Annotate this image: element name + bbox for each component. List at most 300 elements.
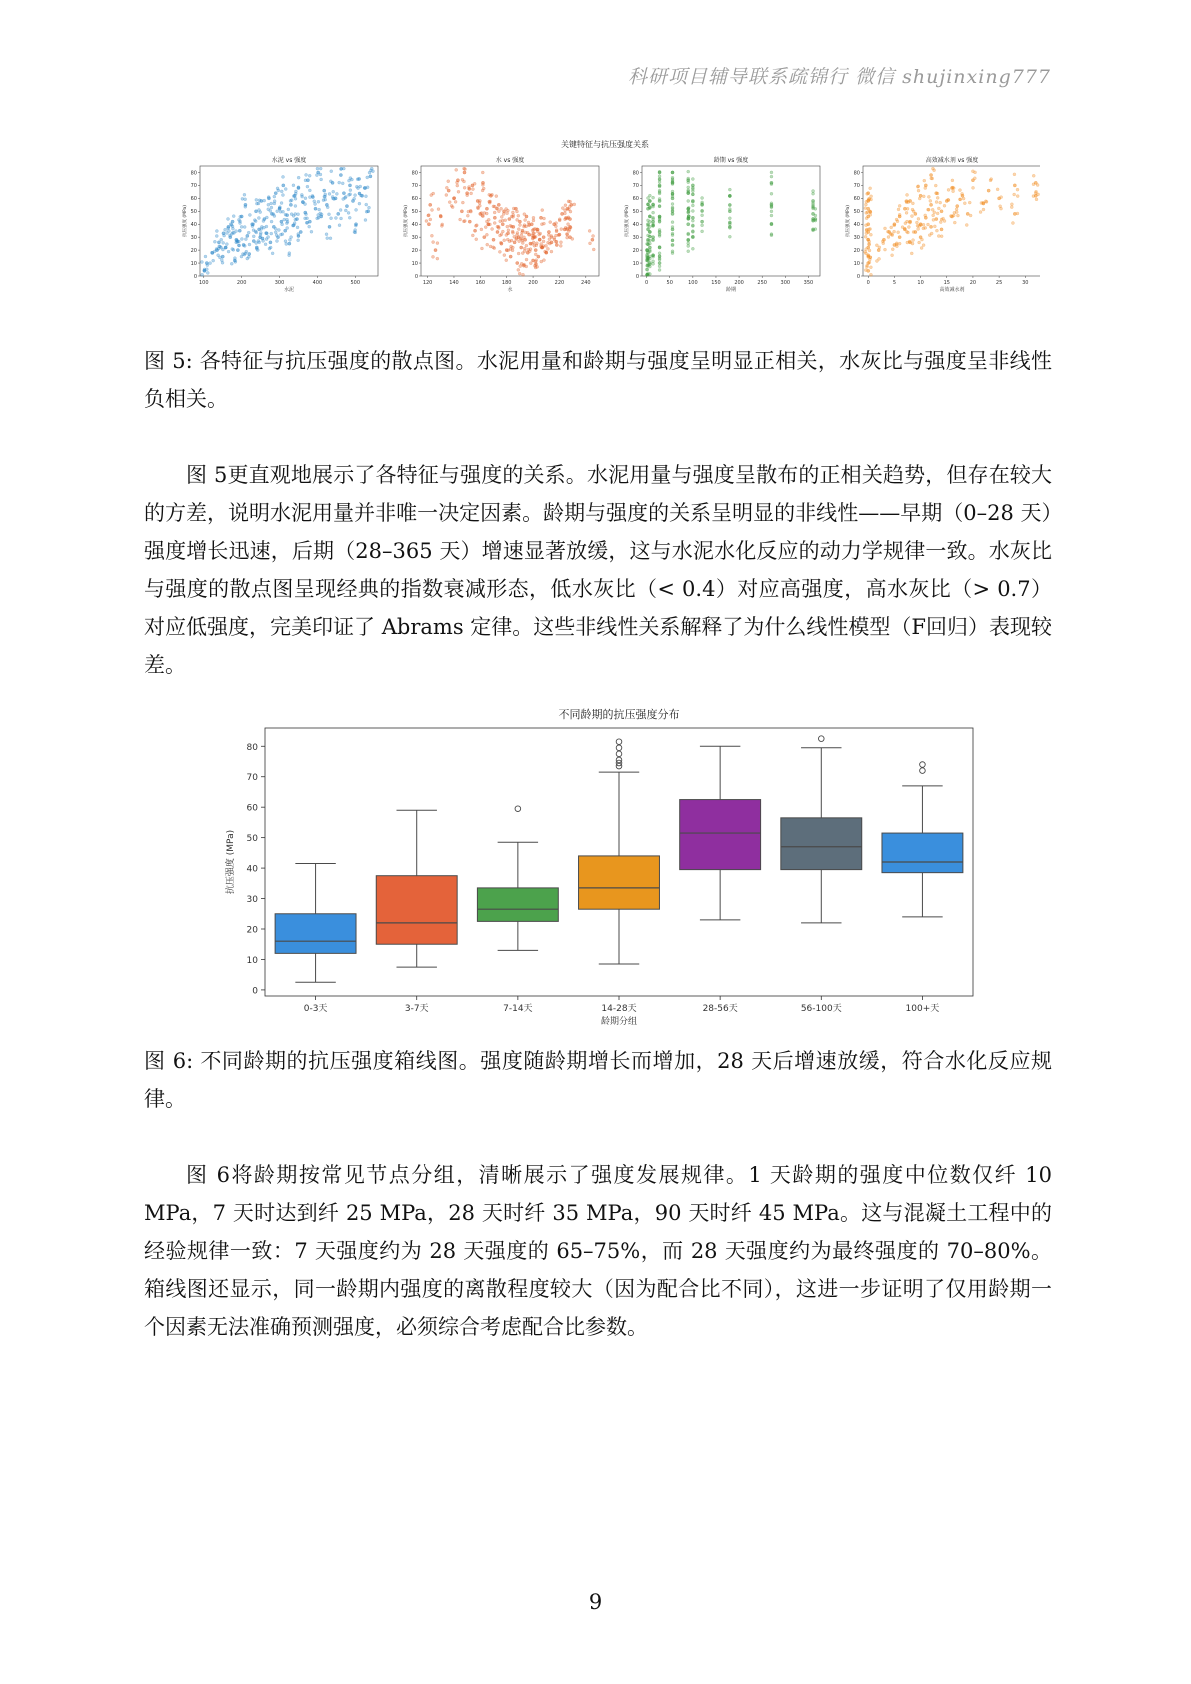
scatter-point — [658, 185, 661, 188]
scatter-point — [271, 252, 274, 255]
y-tick-label: 60 — [190, 196, 197, 203]
scatter-point — [1010, 206, 1013, 209]
box-body — [781, 818, 862, 870]
scatter-point — [869, 256, 872, 259]
scatter-point — [917, 227, 920, 230]
scatter-point — [728, 195, 731, 198]
scatter-point — [956, 205, 959, 208]
scatter-point — [588, 242, 591, 245]
scatter-point — [893, 230, 896, 233]
scatter-point — [512, 207, 515, 210]
scatter-point — [295, 217, 298, 220]
scatter-point — [687, 242, 690, 245]
scatter-point — [481, 214, 484, 217]
scatter-point — [463, 171, 466, 174]
scatter-point — [468, 188, 471, 191]
scatter-point — [865, 200, 868, 203]
scatter-point — [906, 193, 909, 196]
scatter-point — [209, 262, 212, 265]
scatter-point — [592, 235, 595, 238]
scatter-point — [1016, 212, 1019, 215]
scatter-point — [265, 216, 268, 219]
y-tick-label: 20 — [853, 247, 860, 254]
scatter-point — [955, 208, 958, 211]
scatter-point — [940, 210, 943, 213]
scatter-point — [244, 205, 247, 208]
x-tick-label: 14-28天 — [601, 1004, 637, 1014]
scatter-point — [930, 232, 933, 235]
scatter-point — [929, 199, 932, 202]
scatter-point — [338, 181, 341, 184]
scatter-point — [475, 224, 478, 227]
x-tick-label: 200 — [236, 280, 247, 286]
scatter-point — [427, 214, 430, 217]
scatter-point — [324, 198, 327, 201]
scatter-point — [536, 228, 539, 231]
y-axis-label: 抗压强度 (MPa) — [846, 204, 851, 238]
scatter-point — [532, 216, 535, 219]
scatter-point — [671, 171, 674, 174]
x-tick-label: 300 — [274, 280, 285, 286]
header-note: 科研项目辅导联系疏锦行 微信 shujinxing777 — [628, 66, 1051, 88]
scatter-point — [457, 190, 460, 193]
scatter-point — [454, 200, 457, 203]
y-tick-label: 0 — [635, 273, 639, 280]
scatter-point — [222, 241, 225, 244]
scatter-point — [939, 221, 942, 224]
scatter-point — [953, 221, 956, 224]
scatter-point — [276, 210, 279, 213]
y-tick-label: 20 — [411, 247, 418, 254]
scatter-point — [328, 192, 331, 195]
scatter-point — [305, 173, 308, 176]
scatter-point — [461, 178, 464, 181]
scatter-point — [554, 240, 557, 243]
scatter-point — [511, 249, 514, 252]
scatter-point — [770, 202, 773, 205]
scatter-point — [812, 192, 815, 195]
scatter-point — [906, 220, 909, 223]
scatter-point — [363, 186, 366, 189]
scatter-point — [339, 173, 342, 176]
scatter-point — [274, 192, 277, 195]
x-tick-label: 180 — [501, 280, 512, 286]
y-tick-label: 70 — [190, 183, 197, 190]
scatter-point — [523, 213, 526, 216]
scatter-point — [265, 232, 268, 235]
scatter-point — [308, 189, 311, 192]
scatter-point — [865, 217, 868, 220]
scatter-point — [564, 204, 567, 207]
scatter-point — [544, 244, 547, 247]
scatter-point — [989, 179, 992, 182]
scatter-point — [534, 249, 537, 252]
y-tick-label: 40 — [246, 864, 258, 875]
scatter-point — [294, 197, 297, 200]
scatter-point — [1016, 188, 1019, 191]
scatter-point — [238, 229, 241, 232]
scatter-point — [930, 177, 933, 180]
scatter-point — [315, 174, 318, 177]
scatter-point — [230, 262, 233, 265]
x-tick-label: 100 — [199, 280, 209, 286]
scatter-point — [326, 206, 329, 209]
scatter-point — [812, 205, 815, 208]
scatter-point — [354, 194, 357, 197]
scatter-point — [273, 195, 276, 198]
scatter-point — [292, 214, 295, 217]
scatter-point — [691, 186, 694, 189]
scatter-point — [432, 241, 435, 244]
scatter-point — [891, 234, 894, 237]
scatter-point — [229, 223, 232, 226]
scatter-point — [280, 190, 283, 193]
scatter-point — [481, 183, 484, 186]
x-tick-label: 140 — [449, 280, 459, 286]
scatter-point — [506, 209, 509, 212]
scatter-point — [539, 232, 542, 235]
scatter-point — [245, 250, 248, 253]
scatter-point — [935, 229, 938, 232]
scatter-point — [220, 238, 223, 241]
scatter-point — [275, 240, 278, 243]
scatter-point — [728, 208, 731, 211]
scatter-panel-4 — [844, 156, 1040, 293]
scatter-point — [486, 243, 489, 246]
y-tick-label: 50 — [246, 834, 258, 845]
scatter-point — [728, 226, 731, 229]
scatter-point — [441, 223, 444, 226]
scatter-point — [1013, 184, 1016, 187]
scatter-point — [269, 209, 272, 212]
scatter-point — [326, 237, 329, 240]
scatter-point — [648, 194, 651, 197]
y-tick-label: 60 — [246, 803, 258, 814]
scatter-point — [200, 260, 203, 263]
scatter-point — [537, 255, 540, 258]
scatter-point — [943, 204, 946, 207]
x-tick-label: 3-7天 — [404, 1004, 429, 1014]
y-tick-label: 10 — [853, 260, 860, 267]
x-tick-label: 56-100天 — [800, 1004, 842, 1014]
scatter-point — [257, 216, 260, 219]
scatter-point — [319, 212, 322, 215]
scatter-point — [316, 167, 319, 170]
scatter-panel-3 — [623, 156, 820, 293]
scatter-point — [329, 180, 332, 183]
scatter-point — [448, 201, 451, 204]
scatter-point — [227, 250, 230, 253]
scatter-point — [539, 216, 542, 219]
scatter-point — [498, 250, 501, 253]
scatter-point — [516, 218, 519, 221]
scatter-point — [1035, 198, 1038, 201]
y-tick-label: 80 — [632, 170, 639, 177]
scatter-point — [460, 210, 463, 213]
scatter-point — [525, 265, 528, 268]
scatter-point — [687, 215, 690, 218]
scatter-point — [267, 203, 270, 206]
scatter-point — [503, 254, 506, 257]
scatter-point — [937, 235, 940, 238]
scatter-point — [306, 217, 309, 220]
scatter-point — [500, 207, 503, 210]
scatter-point — [770, 214, 773, 217]
scatter-point — [471, 234, 474, 237]
scatter-point — [898, 204, 901, 207]
scatter-point — [560, 212, 563, 215]
scatter-point — [243, 244, 246, 247]
scatter-point — [217, 241, 220, 244]
scatter-point — [864, 207, 867, 210]
scatter-point — [364, 195, 367, 198]
scatter-point — [525, 244, 528, 247]
scatter-point — [349, 189, 352, 192]
scatter-point — [951, 179, 954, 182]
scatter-point — [906, 207, 909, 210]
scatter-point — [1032, 183, 1035, 186]
x-tick-label: 10 — [917, 280, 924, 286]
scatter-point — [248, 252, 251, 255]
scatter-point — [430, 234, 433, 237]
scatter-point — [728, 204, 731, 207]
y-tick-label: 40 — [853, 222, 860, 229]
scatter-point — [304, 179, 307, 182]
scatter-point — [658, 255, 661, 258]
scatter-point — [648, 200, 651, 203]
scatter-point — [687, 250, 690, 253]
scatter-point — [436, 242, 439, 245]
scatter-point — [916, 185, 919, 188]
scatter-point — [648, 235, 651, 238]
scatter-point — [319, 167, 322, 170]
scatter-point — [485, 220, 488, 223]
scatter-point — [658, 252, 661, 255]
scatter-point — [865, 248, 868, 251]
scatter-point — [671, 232, 674, 235]
scatter-point — [206, 271, 209, 274]
scatter-point — [227, 229, 230, 232]
scatter-point — [701, 230, 704, 233]
scatter-point — [509, 255, 512, 258]
y-tick-label: 40 — [190, 222, 197, 229]
scatter-point — [359, 185, 362, 188]
scatter-point — [304, 197, 307, 200]
scatter-point — [252, 235, 255, 238]
scatter-point — [558, 218, 561, 221]
scatter-point — [691, 200, 694, 203]
scatter-point — [922, 195, 925, 198]
x-axis-label: 高效减水剂 — [939, 287, 965, 293]
scatter-point — [652, 211, 655, 214]
scatter-point — [294, 204, 297, 207]
scatter-point — [275, 234, 278, 237]
y-tick-label: 10 — [246, 955, 258, 966]
scatter-point — [687, 189, 690, 192]
scatter-point — [427, 223, 430, 226]
scatter-point — [503, 239, 506, 242]
scatter-point — [232, 215, 235, 218]
box-body — [680, 800, 761, 870]
scatter-point — [356, 178, 359, 181]
scatter-point — [236, 240, 239, 243]
scatter-point — [911, 202, 914, 205]
scatter-point — [497, 203, 500, 206]
scatter-point — [652, 262, 655, 265]
scatter-point — [354, 224, 357, 227]
x-tick-label: 28-56天 — [702, 1004, 738, 1014]
scatter-point — [910, 252, 913, 255]
scatter-point — [812, 202, 815, 205]
scatter-point — [947, 188, 950, 191]
scatter-point — [1011, 222, 1014, 225]
scatter-point — [814, 207, 817, 210]
scatter-point — [687, 170, 690, 173]
scatter-point — [332, 190, 335, 193]
scatter-point — [296, 226, 299, 229]
x-tick-label: 20 — [969, 280, 977, 286]
scatter-point — [310, 230, 313, 233]
scatter-point — [691, 193, 694, 196]
scatter-point — [466, 194, 469, 197]
scatter-point — [314, 207, 317, 210]
scatter-point — [521, 229, 524, 232]
scatter-point — [555, 222, 558, 225]
scatter-point — [573, 203, 576, 206]
scatter-point — [869, 210, 872, 213]
scatter-point — [507, 229, 510, 232]
scatter-point — [365, 203, 368, 206]
scatter-point — [255, 231, 258, 234]
scatter-point — [971, 170, 974, 173]
scatter-point — [770, 171, 773, 174]
scatter-point — [473, 229, 476, 232]
scatter-point — [247, 255, 250, 258]
scatter-point — [248, 213, 251, 216]
scatter-point — [325, 233, 328, 236]
scatter-point — [517, 268, 520, 271]
scatter-point — [217, 254, 220, 257]
scatter-point — [937, 207, 940, 210]
scatter-point — [304, 203, 307, 206]
scatter-point — [961, 192, 964, 195]
scatter-point — [270, 232, 273, 235]
scatter-point — [240, 225, 243, 228]
scatter-point — [285, 242, 288, 245]
scatter-point — [898, 236, 901, 239]
scatter-point — [497, 210, 500, 213]
scatter-point — [542, 236, 545, 239]
scatter-point — [505, 234, 508, 237]
scatter-point — [490, 193, 493, 196]
scatter-point — [924, 214, 927, 217]
scatter-point — [288, 238, 291, 241]
panel-frame — [863, 166, 1040, 276]
scatter-point — [430, 194, 433, 197]
scatter-point — [534, 262, 537, 265]
scatter-point — [658, 258, 661, 261]
scatter-point — [244, 238, 247, 241]
scatter-point — [952, 187, 955, 190]
scatter-point — [1032, 195, 1035, 198]
scatter-point — [648, 239, 651, 242]
scatter-point — [987, 189, 990, 192]
scatter-point — [540, 246, 543, 249]
scatter-point — [344, 209, 347, 212]
scatter-point — [434, 249, 437, 252]
scatter-point — [536, 265, 539, 268]
x-tick-label: 50 — [666, 280, 673, 286]
scatter-point — [691, 235, 694, 238]
scatter-point — [691, 247, 694, 250]
scatter-point — [897, 231, 900, 234]
scatter-point — [308, 225, 311, 228]
scatter-point — [353, 197, 356, 200]
scatter-point — [516, 261, 519, 264]
y-tick-label: 70 — [632, 183, 639, 190]
scatter-point — [270, 206, 273, 209]
scatter-point — [469, 210, 472, 213]
panel-title: 水泥 vs 强度 — [271, 157, 307, 164]
scatter-point — [234, 260, 237, 263]
scatter-point — [355, 208, 358, 211]
scatter-point — [330, 170, 333, 173]
scatter-point — [369, 175, 372, 178]
scatter-point — [515, 210, 518, 213]
scatter-point — [917, 217, 920, 220]
scatter-point — [671, 176, 674, 179]
scatter-point — [866, 192, 869, 195]
scatter-point — [447, 180, 450, 183]
scatter-point — [533, 232, 536, 235]
scatter-point — [456, 181, 459, 184]
x-tick-label: 100 — [688, 280, 698, 286]
scatter-point — [468, 220, 471, 223]
x-axis-label: 龄期 — [725, 287, 737, 293]
scatter-point — [481, 171, 484, 174]
scatter-point — [535, 259, 538, 262]
scatter-point — [1013, 173, 1016, 176]
scatter-point — [431, 208, 434, 211]
scatter-point — [483, 236, 486, 239]
y-tick-label: 0 — [252, 986, 258, 997]
scatter-point — [701, 220, 704, 223]
scatter-point — [728, 221, 731, 224]
figure6-caption: 图 6: 不同龄期的抗压强度箱线图。强度随龄期增长而增加，28 天后增速放缓，符合水化反应规律。 — [144, 1049, 1052, 1111]
scatter-point — [648, 215, 651, 218]
scatter-point — [301, 200, 304, 203]
scatter-point — [559, 241, 562, 244]
x-tick-label: 400 — [312, 280, 323, 286]
scatter-point — [877, 249, 880, 252]
scatter-point — [540, 260, 543, 263]
scatter-point — [499, 220, 502, 223]
scatter-point — [497, 225, 500, 228]
scatter-point — [462, 220, 465, 223]
scatter-point — [371, 170, 374, 173]
scatter-point — [290, 199, 293, 202]
scatter-point — [278, 207, 281, 210]
scatter-point — [770, 205, 773, 208]
scatter-point — [263, 199, 266, 202]
scatter-point — [259, 231, 262, 234]
scatter-point — [330, 217, 333, 220]
scatter-point — [916, 224, 919, 227]
scatter-point — [517, 228, 520, 231]
panel-title: 高效减水剂 vs 强度 — [925, 157, 979, 164]
scatter-point — [550, 250, 553, 253]
scatter-point — [671, 250, 674, 253]
